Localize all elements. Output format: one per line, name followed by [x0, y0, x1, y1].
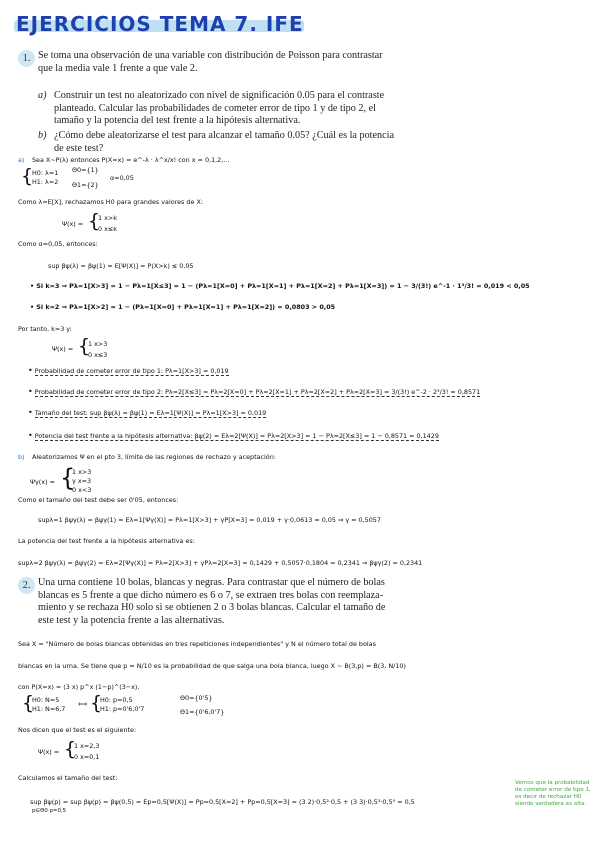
side-note: Vemos que la probabilidad de cometer error de tipo 1, es decir de rechazar H0 siendo verdadera es alta.: [515, 780, 591, 807]
sol2-brace-p: {: [90, 692, 103, 714]
bullet-error-2: • Probabilidad de cometer error de tipo 2: Pλ=2[X≤3] = Pλ=2[X=0] + Pλ=2[X=1] + Pλ=2[X=2] + Pλ=2[X=3] = 3/(3!) e^-2 · 2³/3! = 0,8571: [28, 387, 481, 396]
hypothesis-h1: H1: λ=2: [32, 178, 59, 186]
sol2-line-1: Sea X = "Número de bolas blancas obtenidas en tres repeticiones independientes" y N el número total de bolas: [18, 640, 376, 648]
alpha-then: Como α=0,05, entonces:: [18, 240, 98, 248]
psi-gamma-name: Ψγ(x) =: [30, 478, 55, 486]
exercise-1-line-1: Se toma una observación de una variable con distribución de Poisson para contrastar: [38, 50, 383, 61]
exercise-2-line-4: este test y la potencia frente a las alternativas.: [38, 614, 225, 626]
test-power: Potencia del test frente a la hipótesis alternativa: βψ(2) = Eλ=2[Ψ(X)] = Pλ=2[X>3] = 1 − Pλ=2[X≤3] = 1 − 0,8571 = 0,1429: [34, 432, 439, 440]
hypothesis-h0: H0: λ=1: [32, 169, 59, 177]
sol2-psi-name: Ψ(x) =: [38, 748, 60, 756]
sol2-size-subscripts: p∈Θ0 p=0,5: [32, 808, 67, 814]
exercise-2-line-3: miento y se rechaza H0 solo si se obtienen 2 o 3 bolas blancas. Calcular el tamaño de: [38, 602, 386, 613]
sol2-h0: H0: N=5: [32, 696, 60, 704]
sol2-line-3: con P(X=x) = (3 x) p^x (1−p)^(3−x).: [18, 683, 140, 691]
solution-a-label: a): [18, 156, 25, 164]
bullet-error-1: • Probabilidad de cometer error de tipo 1: Pλ=1[X>3] = 0,019: [28, 366, 229, 375]
part-b-line-2: de este test?: [54, 142, 104, 154]
error-type-2: Probabilidad de cometer error de tipo 2: Pλ=2[X≤3] = Pλ=2[X=0] + Pλ=2[X=1] + Pλ=2[X=2] + Pλ=2[X=3] = 3/(3!) e^-2 · 2³/3! = 0,8571: [34, 388, 481, 396]
exercise-1-line-2: que la media vale 1 frente a que vale 2.: [38, 62, 198, 74]
part-b-text: [54, 130, 399, 155]
part-a-line-3: tamaño y la potencia del test frente a la hipótesis alternativa.: [54, 115, 301, 126]
sol2-h1: H1: N=6,7: [32, 705, 66, 713]
psi-gamma-case-1: 1 x>3: [72, 468, 92, 476]
gamma-equation: supλ=1 βψγ(λ) = βψγ(1) = Eλ=1[Ψγ(X)] = Pλ=1[X>3] + γP[X=3] = 0,019 + γ·0,0613 = 0,05 ⇒ γ = 0,5057: [38, 516, 381, 524]
hypothesis-brace: {: [21, 165, 34, 187]
part-a-line-2: planteado. Calcular las probabilidades de cometer error de tipo 1 y de tipo 2, el: [54, 102, 376, 114]
psi-gamma-case-g: γ x=3: [72, 477, 92, 485]
sol2-theta-1: Θ1={0'6,0'7}: [180, 708, 225, 716]
page-title: EJERCICIOS TEMA 7. IFE: [16, 12, 304, 36]
psi-2-case-0: 0 x≤3: [88, 351, 108, 359]
theta-0: Θ0={1}: [72, 166, 99, 174]
bullet-power: • Potencia del test frente a la hipótesis alternativa: βψ(2) = Eλ=2[Ψ(X)] = Pλ=2[X>3] = 1 − Pλ=2[X≤3] = 1 − 0,8571 = 0,1429: [28, 431, 439, 440]
sol2-size-intro: Calculamos el tamaño del test:: [18, 774, 118, 782]
sol2-brace-n: {: [22, 692, 35, 714]
alpha-level: α=0,05: [110, 174, 134, 182]
theta-1: Θ1={2}: [72, 181, 99, 189]
reject-large-values: Como λ=E[X], rechazamos H0 para grandes valores de X:: [18, 198, 203, 206]
psi-name: Ψ(x) =: [62, 220, 84, 228]
solution-b-label: b): [18, 453, 25, 461]
exercise-1-statement: [38, 50, 398, 75]
error-type-1: Probabilidad de cometer error de tipo 1: Pλ=1[X>3] = 0,019: [34, 367, 229, 375]
sol2-theta-0: Θ0={0'5}: [180, 694, 213, 702]
case-k-2: • Si k=2 ⇒ Pλ=1[X>2] = 1 − (Pλ=1[X=0] + Pλ=1[X=1] + Pλ=1[X=2]) = 0,0803 > 0,05: [30, 303, 336, 311]
sol2-psi-case-0: 0 x=0,1: [74, 753, 100, 761]
psi-brace: {: [88, 210, 101, 232]
sol2-test-intro: Nos dicen que el test es el siguiente:: [18, 726, 137, 734]
psi-case-0: 0 x≤k: [98, 225, 117, 233]
part-b-tag: b): [38, 130, 47, 141]
exercise-number-1: 1.: [18, 50, 35, 67]
part-a-text: [54, 90, 399, 128]
poisson-intro: Sea X~P(λ) entonces P(X=x) = e^-λ · λ^x/x! con x = 0,1,2,...: [32, 156, 230, 164]
power-equation: supλ=2 βψγ(λ) = βψγ(2) = Eλ=2[Ψγ(X)] = Pλ=2[X>3] + γPλ=2[X=3] = 0,1429 + 0,5057·0,1804 = 0,2341 ⇒ βψγ(2) = 0,2341: [18, 559, 423, 567]
exercise-2-line-2: blancas es 5 frente a que dicho número es 6 o 7, se extraen tres bolas con reemplaza-: [38, 589, 384, 601]
therefore-k-3: Por tanto, k=3 y:: [18, 325, 72, 333]
sol2-h1-p: H1: p=0'6,0'7: [100, 705, 145, 713]
bullet-size: • Tamaño del test: sup βψ(λ) = βψ(1) = Eλ=1[Ψ(X)] = Pλ=1[X>3] = 0,019: [28, 408, 267, 417]
sol2-h0-p: H0: p=0,5: [100, 696, 133, 704]
test-size: Tamaño del test: sup βψ(λ) = βψ(1) = Eλ=1[Ψ(X)] = Pλ=1[X>3] = 0,019: [34, 409, 267, 417]
sup-line: sup βψ(λ) = βψ(1) = E[Ψ(X)] = P(X>k) ≤ 0,05: [48, 262, 194, 270]
psi-gamma-brace: {: [60, 464, 76, 492]
psi-gamma-case-0: 0 x<3: [72, 486, 92, 494]
psi-2-case-1: 1 x>3: [88, 340, 108, 348]
part-b-line-1: ¿Cómo debe aleatorizarse el test para alcanzar el tamaño 0.05? ¿Cuál es la potencia: [54, 130, 394, 141]
sol2-psi-brace: {: [64, 738, 77, 760]
case-k-3: • Si k=3 ⇒ Pλ=1[X>3] = 1 − Pλ=1[X≤3] = 1 − (Pλ=1[X=0] + Pλ=1[X=1] + Pλ=1[X=2] + Pλ=1[X=3]) = 1 − 3/(3!) e^-1 · 1³/3! = 0,019 < 0,05: [30, 282, 530, 290]
exercise-2-line-1: Una urna contiene 10 bolas, blancas y negras. Para contrastar que el número de bolas: [38, 577, 385, 588]
psi-2-brace: {: [78, 335, 91, 357]
sol2-size-equation: sup βψ(p) = sup βψ(p) = βψ(0,5) = Ep=0,5[Ψ(X)] = Pp=0,5[X=2] + Pp=0,5[X=3] = (3 2)·0,5²·0,5 + (3 3)·0,5³·0,5⁰ = 0,5: [30, 798, 415, 806]
sol2-psi-case-1: 1 x=2,3: [74, 742, 100, 750]
size-must-be: Como el tamaño del test debe ser 0'05, entonces:: [18, 496, 179, 504]
exercise-2-statement: [38, 577, 403, 627]
sol2-equivalence: ⟺: [78, 700, 88, 708]
psi-case-1: 1 x>k: [98, 214, 117, 222]
power-intro: La potencia del test frente a la hipótesis alternativa es:: [18, 537, 195, 545]
randomize-intro: Aleatorizamos Ψ en el pto 3, límite de las regiones de rechazo y aceptación:: [32, 453, 276, 461]
part-a-line-1: Construir un test no aleatorizado con nivel de significación 0.05 para el contraste: [54, 90, 385, 101]
psi-2-name: Ψ(x) =: [52, 345, 74, 353]
exercise-number-2: 2.: [18, 577, 35, 594]
sol2-line-2: blancas en la urna. Se tiene que p = N/10 es la probabilidad de que salga una bola blanca, luego X ~ B(3,p) = B(3, N/10): [18, 662, 406, 670]
part-a-tag: a): [38, 90, 47, 101]
